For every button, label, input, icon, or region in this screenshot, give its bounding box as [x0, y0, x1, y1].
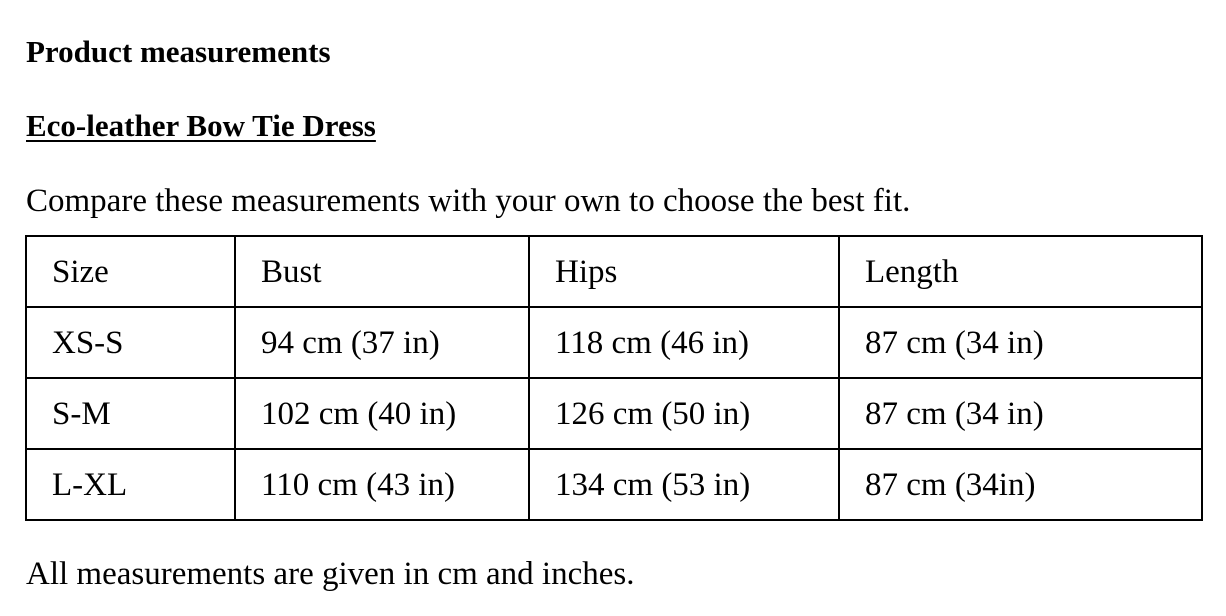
intro-text: Compare these measurements with your own to choose the best fit. [26, 183, 911, 219]
header-bust: Bust [235, 236, 529, 307]
cell-size: L-XL [26, 449, 235, 520]
cell-bust: 102 cm (40 in) [235, 378, 529, 449]
cell-length: 87 cm (34in) [839, 449, 1202, 520]
table-header-row [26, 236, 1202, 307]
cell-length: 87 cm (34 in) [839, 378, 1202, 449]
footnote-text: All measurements are given in cm and inches. [26, 556, 635, 592]
cell-hips: 134 cm (53 in) [529, 449, 839, 520]
header-size: Size [26, 236, 235, 307]
cell-hips: 118 cm (46 in) [529, 307, 839, 378]
cell-size: XS-S [26, 307, 235, 378]
size-chart-table [25, 235, 1203, 521]
table-row [26, 307, 1202, 378]
cell-length: 87 cm (34 in) [839, 307, 1202, 378]
cell-size: S-M [26, 378, 235, 449]
table-row [26, 378, 1202, 449]
cell-bust: 94 cm (37 in) [235, 307, 529, 378]
cell-bust: 110 cm (43 in) [235, 449, 529, 520]
header-hips: Hips [529, 236, 839, 307]
cell-hips: 126 cm (50 in) [529, 378, 839, 449]
page-title: Product measurements [26, 34, 331, 69]
product-name-heading: Eco-leather Bow Tie Dress [26, 108, 376, 143]
table-row [26, 449, 1202, 520]
header-length: Length [839, 236, 1202, 307]
